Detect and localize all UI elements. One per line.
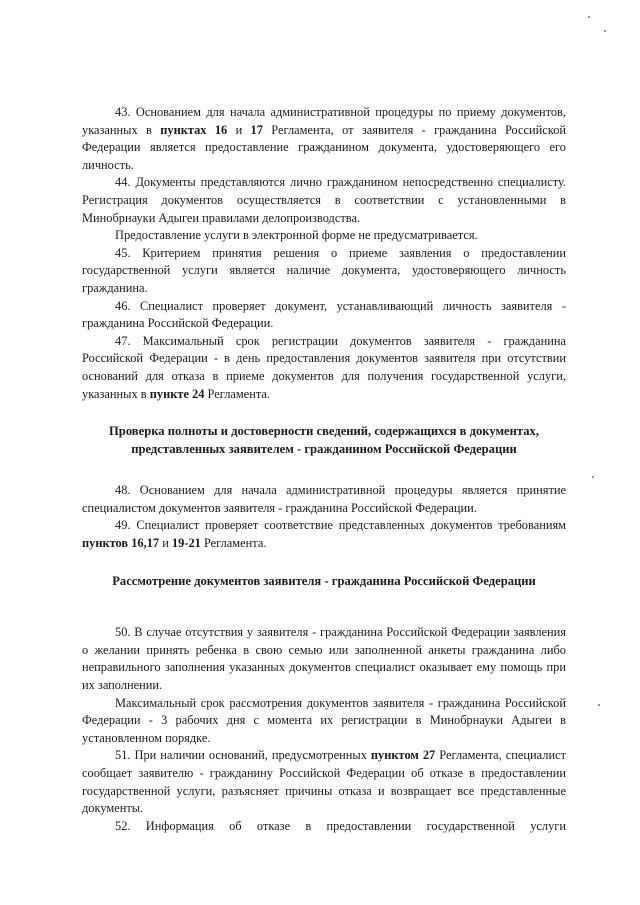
scan-speck	[604, 30, 606, 32]
text: 49. Специалист проверяет соответствие представленных документов требованиям	[115, 518, 566, 533]
spacer	[82, 590, 566, 624]
spacer	[82, 458, 566, 482]
scan-speck	[598, 704, 600, 706]
paragraph-46: 46. Специалист проверяет документ, устанавливающий личность заявителя - гражданина Российской Федерации.	[82, 298, 566, 331]
paragraph-47	[82, 333, 566, 403]
paragraph-44: 44. Документы представляются лично гражданином непосредственно специалисту. Регистрация документов осуществляется в соответствии с установленными в Минобрнауки Адыгеи правилами делопроизводства.	[82, 175, 566, 225]
text: и	[159, 536, 172, 551]
text: Регламента.	[204, 386, 271, 401]
bold-reference: пункте 24	[149, 386, 205, 401]
text: и	[227, 122, 251, 137]
scan-speck	[588, 16, 590, 18]
heading-line-1: Проверка полноты и достоверности сведений, содержащихся в документах,	[109, 424, 539, 439]
paragraph-50: 50. В случае отсутствия у заявителя - гражданина Российской Федерации заявления о желании принять ребенка в свою семью или заполненной анкеты гражданина либо неправильного заполнения указанных документов специалист оказывает ему помощь при их заполнении.	[82, 625, 566, 693]
scan-speck	[592, 476, 594, 478]
text: 51. При наличии оснований, предусмотренных	[115, 748, 371, 763]
spacer	[82, 403, 566, 423]
section-heading-review: Рассмотрение документов заявителя - гражданина Российской Федерации	[112, 573, 536, 588]
text: Регламента, специалист сообщает заявителю - гражданину Российской Федерации об отказе в предоставлении государственной услуги, разъясняет причины отказа и возвращает все представленные документы.	[82, 748, 566, 816]
text: 47. Максимальный срок регистрации документов заявителя - гражданина Российской Федерации - в день предоставления документов заявителя при отсутствии оснований для отказа в приеме документов для получения государственной услуги, указанных в	[82, 333, 566, 401]
bold-reference: пунктом 27	[370, 748, 436, 763]
bold-reference: 19-21	[171, 536, 201, 551]
text: 43. Основанием для начала административной процедуры по приему документов, указанных в	[82, 105, 566, 137]
text: Регламента, от заявителя - гражданина Российской Федерации является предоставление гражданином документа, удостоверяющего его личность.	[82, 122, 567, 172]
bold-reference: пунктах 16	[160, 122, 228, 137]
bold-reference: 17	[250, 122, 263, 137]
section-heading-verification	[82, 423, 566, 458]
spacer	[82, 553, 566, 573]
bold-reference: пунктов 16,17	[82, 536, 160, 551]
document-page	[82, 104, 566, 835]
paragraph-45: 45. Критерием принятия решения о приеме заявления о предоставлении государственной услуги является наличие документа, удостоверяющего личность гражданина.	[82, 245, 566, 295]
paragraph-electronic-form: Предоставление услуги в электронной форме не предусматривается.	[115, 228, 478, 243]
paragraph-52: 52. Информация об отказе в предоставлении государственной услуги	[115, 818, 566, 833]
paragraph-48: 48. Основанием для начала административной процедуры является принятие специалистом документов заявителя - гражданина Российской Федерации.	[82, 483, 566, 515]
paragraph-51	[82, 747, 566, 817]
paragraph-43	[82, 104, 566, 174]
text: Регламента.	[200, 536, 267, 551]
heading-line-2: представленных заявителем - гражданином Российской Федерации	[131, 441, 517, 456]
paragraph-49	[82, 517, 566, 552]
paragraph-max-term: Максимальный срок рассмотрения документов заявителя - гражданина Российской Федерации - 3 рабочих дня с момента их регистрации в Минобрнауки Адыгеи в установленном порядке.	[82, 695, 566, 745]
